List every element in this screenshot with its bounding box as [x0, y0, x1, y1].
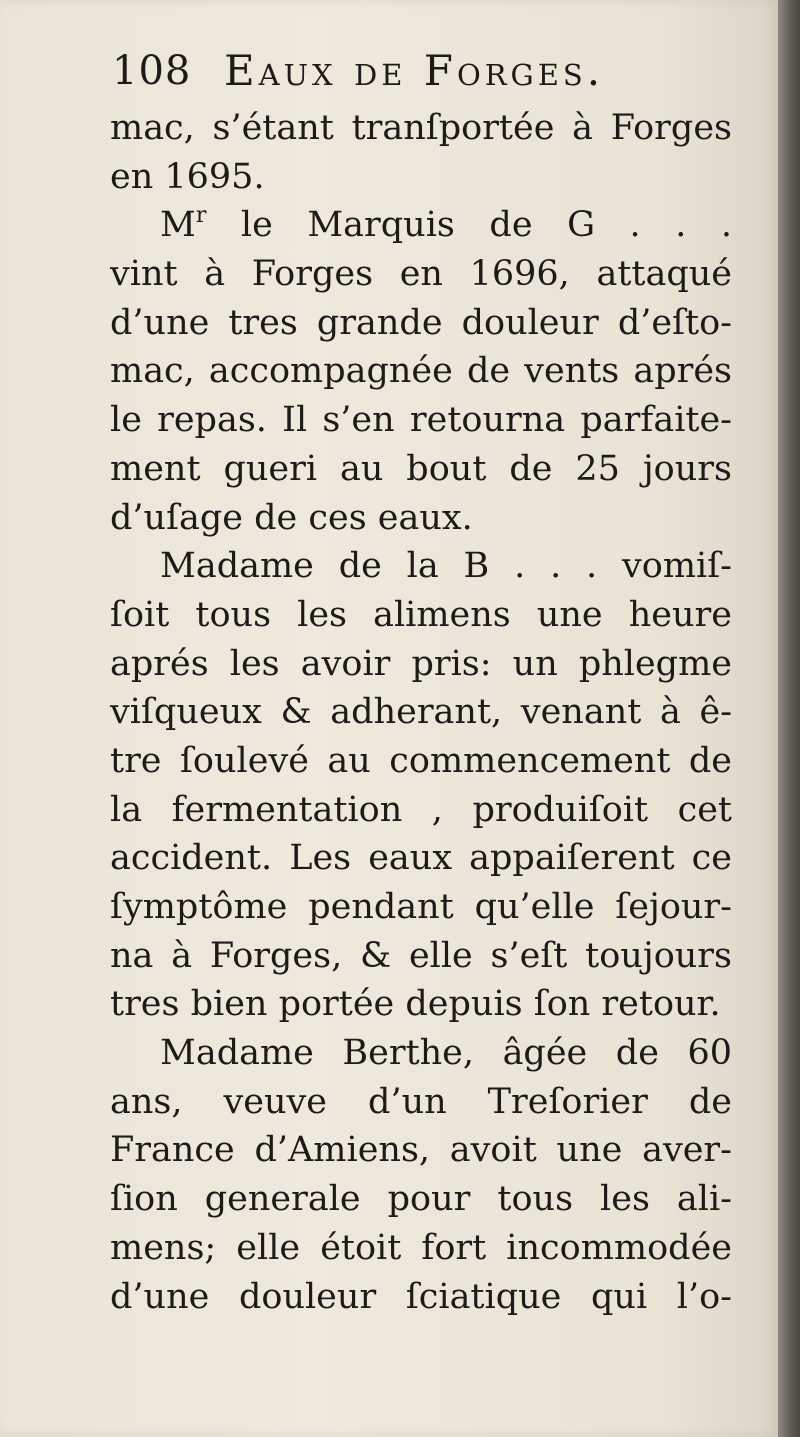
line-text: tre ſoulevé au commencement de [110, 740, 732, 781]
line-text: mac, accompagnée de vents aprés [110, 351, 732, 392]
line-text: le Marquis de G . . . [206, 205, 732, 246]
line-prefix: M [160, 205, 196, 246]
line-text: na à Forges, & elle s’eſt toujours [110, 935, 732, 976]
line-text: ſoit tous les alimens une heure [110, 594, 732, 635]
text-line [110, 494, 732, 543]
line-text: d’uſage de ces eaux. [110, 497, 473, 538]
line-text: Madame Berthe, âgée de 60 [160, 1033, 732, 1074]
line-text: ment gueri au bout de 25 jours [110, 448, 732, 489]
line-text: accident. Les eaux appaiſerent ce [110, 838, 732, 879]
line-text: mens; elle étoit fort incommodée [110, 1227, 732, 1268]
line-text: aprés les avoir pris: un phlegme [110, 643, 732, 684]
text-line [110, 1078, 732, 1127]
line-text: d’une douleur ſciatique qui l’o- [110, 1276, 732, 1317]
text-line [110, 737, 732, 786]
text-line [110, 396, 732, 445]
text-line [110, 347, 732, 396]
text-line [110, 883, 732, 932]
text-line [110, 542, 732, 591]
running-title: Eaux de Forges. [224, 46, 605, 95]
text-line [110, 980, 732, 1029]
text-line [110, 299, 732, 348]
text-line [110, 153, 732, 202]
text-line [110, 688, 732, 737]
line-text: en 1695. [110, 156, 265, 197]
text-line [110, 1273, 732, 1322]
text-line [110, 250, 732, 299]
superscript: r [195, 203, 207, 229]
line-text: vint à Forges en 1696, attaqué [110, 254, 732, 295]
line-text: la fermentation , produiſoit cet [110, 789, 732, 830]
text-line [110, 1029, 732, 1078]
text-line [110, 591, 732, 640]
line-text: ſion generale pour tous les ali- [110, 1179, 732, 1220]
book-edge [778, 0, 800, 1437]
text-line [110, 1224, 732, 1273]
text-line [110, 640, 732, 689]
body-text [110, 104, 732, 1321]
line-text: le repas. Il s’en retourna parfaite- [110, 400, 732, 441]
line-text: viſqueux & adherant, venant à ê- [110, 692, 732, 733]
line-text: mac, s’étant tranſportée à Forges [110, 108, 732, 148]
text-line [110, 104, 732, 153]
text-line [110, 834, 732, 883]
line-text: tres bien portée depuis ſon retour. [110, 984, 721, 1025]
line-text: Madame de la B . . . vomiſ- [160, 546, 732, 587]
line-text: ſymptôme pendant qu’elle ſejour- [110, 887, 732, 927]
page-header [112, 44, 732, 104]
text-line [110, 1126, 732, 1175]
line-text: ans, veuve d’un Treſorier de [110, 1081, 732, 1122]
text-line [110, 786, 732, 835]
text-line [110, 201, 732, 250]
text-line [110, 932, 732, 981]
text-line [110, 445, 732, 494]
line-text: France d’Amiens, avoit une aver- [110, 1130, 732, 1171]
page-number: 108 [112, 48, 192, 94]
text-line [110, 1175, 732, 1224]
line-text: d’une tres grande douleur d’eſto- [110, 302, 732, 343]
